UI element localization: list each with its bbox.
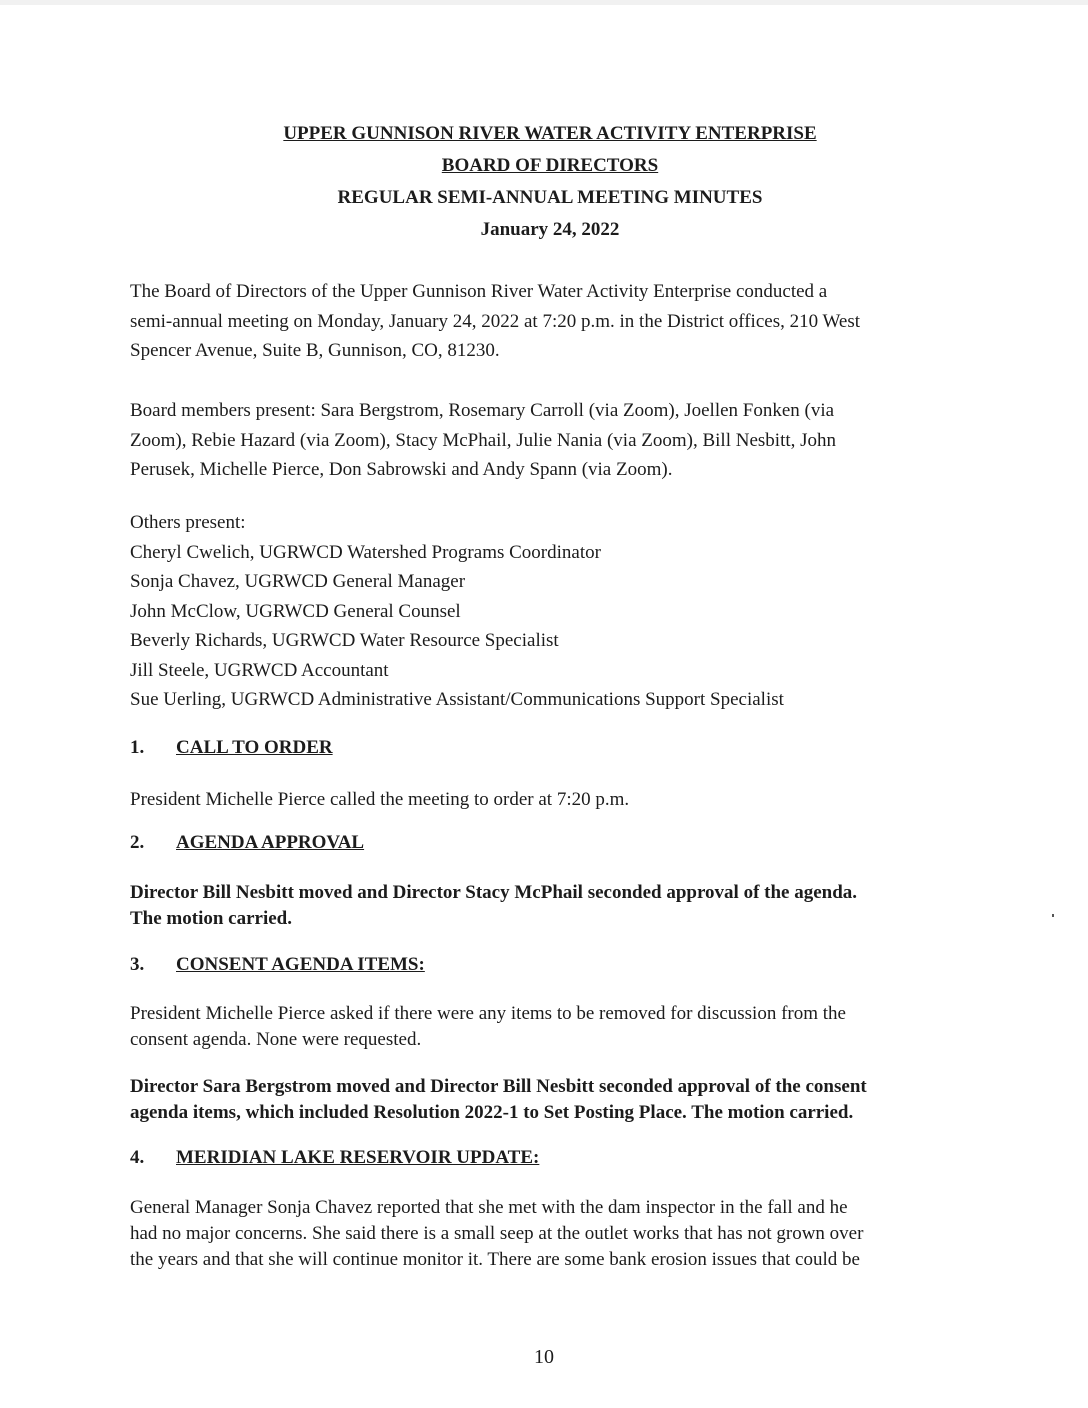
section-title: AGENDA APPROVAL (176, 832, 365, 853)
section-heading-call-to-order (130, 735, 333, 761)
intro-paragraph (130, 277, 970, 366)
section-number: 3. (130, 954, 145, 975)
section-title: CONSENT AGENDA ITEMS: (176, 954, 425, 975)
attendee: Cheryl Cwelich, UGRWCD Watershed Programs Coordinator (130, 541, 601, 563)
meridian-lake-text (130, 1195, 970, 1273)
section-heading-meridian-lake (130, 1145, 539, 1171)
section-text-line: President Michelle Pierce called the meeting to order at 7:20 p.m. (130, 789, 630, 810)
section-title: MERIDIAN LAKE RESERVOIR UPDATE: (176, 1147, 540, 1168)
attendee: John McClow, UGRWCD General Counsel (130, 600, 461, 622)
scan-edge (0, 0, 1088, 5)
section-text-line: consent agenda. None were requested. (130, 1029, 422, 1050)
attendee: Sonja Chavez, UGRWCD General Manager (130, 571, 466, 592)
attendee: Beverly Richards, UGRWCD Water Resource Specialist (130, 630, 559, 651)
agenda-approval-motion (130, 880, 970, 932)
board-members-paragraph (130, 396, 970, 485)
consent-agenda-text (130, 1001, 970, 1053)
section-heading-agenda-approval (130, 830, 364, 856)
section-text-line: had no major concerns. She said there is a small seep at the outlet works that has not grown over (130, 1223, 864, 1244)
motion-line: agenda items, which included Resolution 2022-1 to Set Posting Place. The motion carried. (130, 1102, 854, 1123)
board-line: Zoom), Rebie Hazard (via Zoom), Stacy McPhail, Julie Nania (via Zoom), Bill Nesbitt, John (130, 429, 837, 451)
section-number: 2. (130, 832, 145, 853)
meeting-date: January 24, 2022 (480, 219, 620, 240)
call-to-order-text (130, 787, 970, 813)
attendee: Jill Steele, UGRWCD Accountant (130, 659, 389, 681)
attendee: Sue Uerling, UGRWCD Administrative Assistant/Communications Support Specialist (130, 689, 784, 710)
intro-line: Spencer Avenue, Suite B, Gunnison, CO, 81230. (130, 340, 500, 361)
section-number: 1. (130, 737, 145, 758)
org-title: UPPER GUNNISON RIVER WATER ACTIVITY ENTERPRISE (283, 123, 817, 144)
others-heading: Others present: (130, 512, 246, 533)
board-line: Perusek, Michelle Pierce, Don Sabrowski and Andy Spann (via Zoom). (130, 459, 673, 480)
intro-line: semi-annual meeting on Monday, January 24, 2022 at 7:20 p.m. in the District offices, 210 West (130, 310, 861, 332)
intro-line: The Board of Directors of the Upper Gunnison River Water Activity Enterprise conducted a (130, 281, 828, 302)
others-present (130, 508, 970, 715)
section-text-line: General Manager Sonja Chavez reported that she met with the dam inspector in the fall and he (130, 1197, 848, 1218)
motion-line: The motion carried. (130, 908, 293, 929)
section-title: CALL TO ORDER (176, 737, 333, 758)
consent-agenda-motion (130, 1074, 970, 1126)
board-line: Board members present: Sara Bergstrom, Rosemary Carroll (via Zoom), Joellen Fonken (via (130, 400, 835, 421)
section-number: 4. (130, 1147, 145, 1168)
board-title: BOARD OF DIRECTORS (441, 155, 659, 176)
section-text-line: President Michelle Pierce asked if there were any items to be removed for discussion from the (130, 1003, 846, 1024)
page-number: 10 (534, 1346, 554, 1368)
section-text-line: the years and that she will continue monitor it. There are some bank erosion issues that could be (130, 1249, 860, 1270)
motion-line: Director Sara Bergstrom moved and Director Bill Nesbitt seconded approval of the consent (130, 1076, 867, 1097)
meeting-title: REGULAR SEMI-ANNUAL MEETING MINUTES (337, 187, 763, 208)
motion-line: Director Bill Nesbitt moved and Director Stacy McPhail seconded approval of the agenda. (130, 882, 858, 903)
section-heading-consent-agenda (130, 952, 425, 978)
document-header (130, 118, 970, 246)
scan-speck (1052, 914, 1054, 917)
